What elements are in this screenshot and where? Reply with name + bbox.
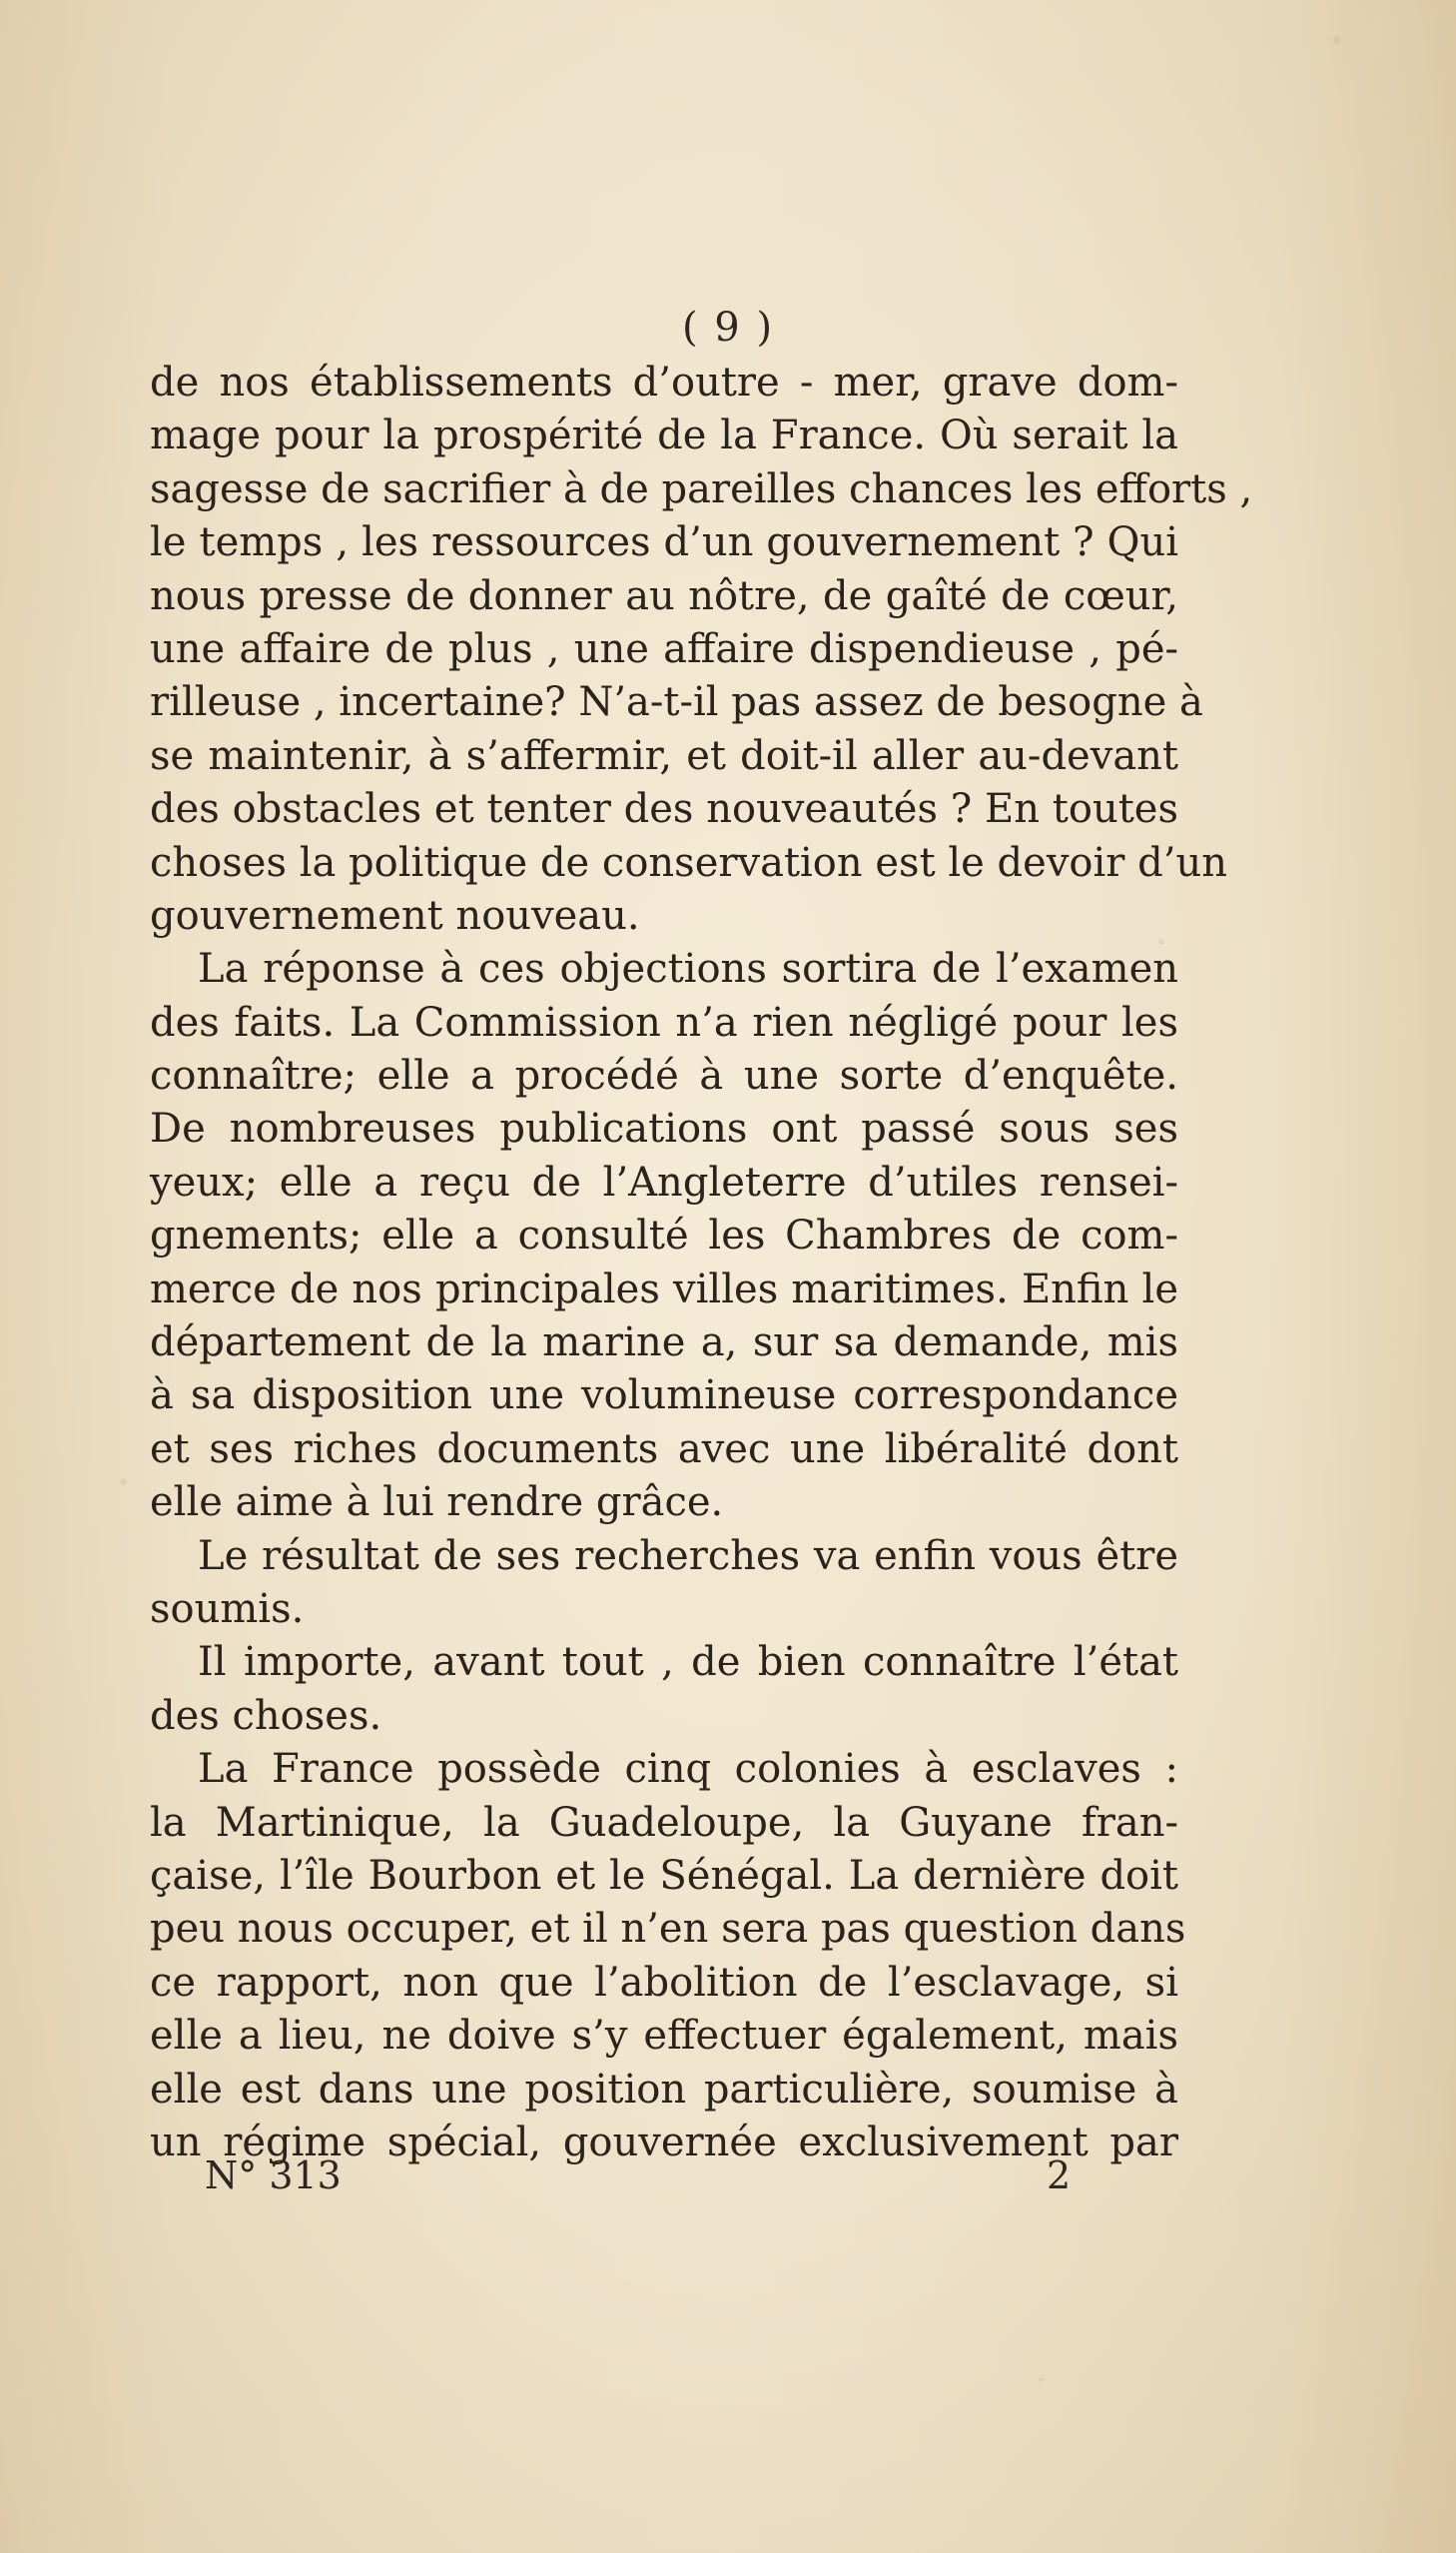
text-line: Il importe, avant tout , de bien connaître l’état <box>198 1639 1178 1686</box>
text-line: des faits. La Commission n’a rien négligé pour les <box>150 999 1178 1046</box>
page-number-header: ( 9 ) <box>681 305 775 351</box>
text-line: la Martinique, la Guadeloupe, la Guyane fran- <box>150 1799 1178 1846</box>
text-line: yeux; elle a reçu de l’Angleterre d’utiles rensei- <box>150 1159 1178 1206</box>
signature-mark: N° 313 <box>205 2153 342 2197</box>
text-line: choses la politique de conservation est le devoir d’un <box>150 839 1227 886</box>
text-line: le temps , les ressources d’un gouvernement ? Qui <box>150 519 1178 566</box>
paper-spot <box>120 1478 127 1485</box>
paper-spot <box>1333 36 1341 44</box>
text-line: des obstacles et tenter des nouveautés ? En toutes <box>150 786 1178 833</box>
text-line: gouvernement nouveau. <box>150 892 640 939</box>
text-line: gnements; elle a consulté les Chambres de com- <box>150 1213 1178 1260</box>
text-line: elle a lieu, ne doive s’y effectuer également, mais <box>150 2013 1178 2060</box>
text-line: La France possède cinq colonies à esclaves : <box>198 1746 1178 1793</box>
text-line: et ses riches documents avec une libéralité dont <box>150 1425 1178 1472</box>
text-line: se maintenir, à s’affermir, et doit-il aller au-devant <box>150 732 1178 779</box>
text-line: De nombreuses publications ont passé sous ses <box>150 1106 1178 1153</box>
text-line: de nos établissements d’outre - mer, grave dom- <box>150 360 1178 406</box>
paper-spot <box>1039 2377 1044 2382</box>
text-line: soumis. <box>150 1585 305 1632</box>
text-line: çaise, l’île Bourbon et le Sénégal. La dernière doit <box>150 1852 1178 1899</box>
text-line: connaître; elle a procédé à une sorte d’enquête. <box>150 1053 1178 1100</box>
text-line: des choses. <box>150 1692 382 1739</box>
text-line: un régime spécial, gouvernée exclusivement par <box>150 2119 1178 2165</box>
text-line: Le résultat de ses recherches va enfin vous être <box>198 1532 1178 1579</box>
text-line: département de la marine a, sur sa demande, mis <box>150 1319 1178 1366</box>
text-line: elle est dans une position particulière, soumise à <box>150 2066 1178 2113</box>
text-line: mage pour la prospérité de la France. Où serait la <box>150 413 1178 459</box>
sheet-number: 2 <box>1047 2153 1072 2197</box>
text-line: La réponse à ces objections sortira de l’examen <box>198 946 1178 993</box>
text-line: à sa disposition une volumineuse correspondance <box>150 1372 1178 1419</box>
text-line: rilleuse , incertaine? N’a-t-il pas assez de besogne à <box>150 679 1203 726</box>
text-line: elle aime à lui rendre grâce. <box>150 1479 724 1526</box>
text-line: peu nous occuper, et il n’en sera pas question dans <box>150 1906 1186 1953</box>
text-line: merce de nos principales villes maritimes. Enfin le <box>150 1266 1178 1312</box>
text-line: une affaire de plus , une affaire dispendieuse , pé- <box>150 625 1178 672</box>
page-footer <box>0 2153 1456 2203</box>
text-line: sagesse de sacrifier à de pareilles chances les efforts , <box>150 465 1253 512</box>
text-line: nous presse de donner au nôtre, de gaîté de cœur, <box>150 572 1178 619</box>
text-line: ce rapport, non que l’abolition de l’esclavage, si <box>150 1959 1178 2006</box>
body-text <box>150 357 1253 2169</box>
